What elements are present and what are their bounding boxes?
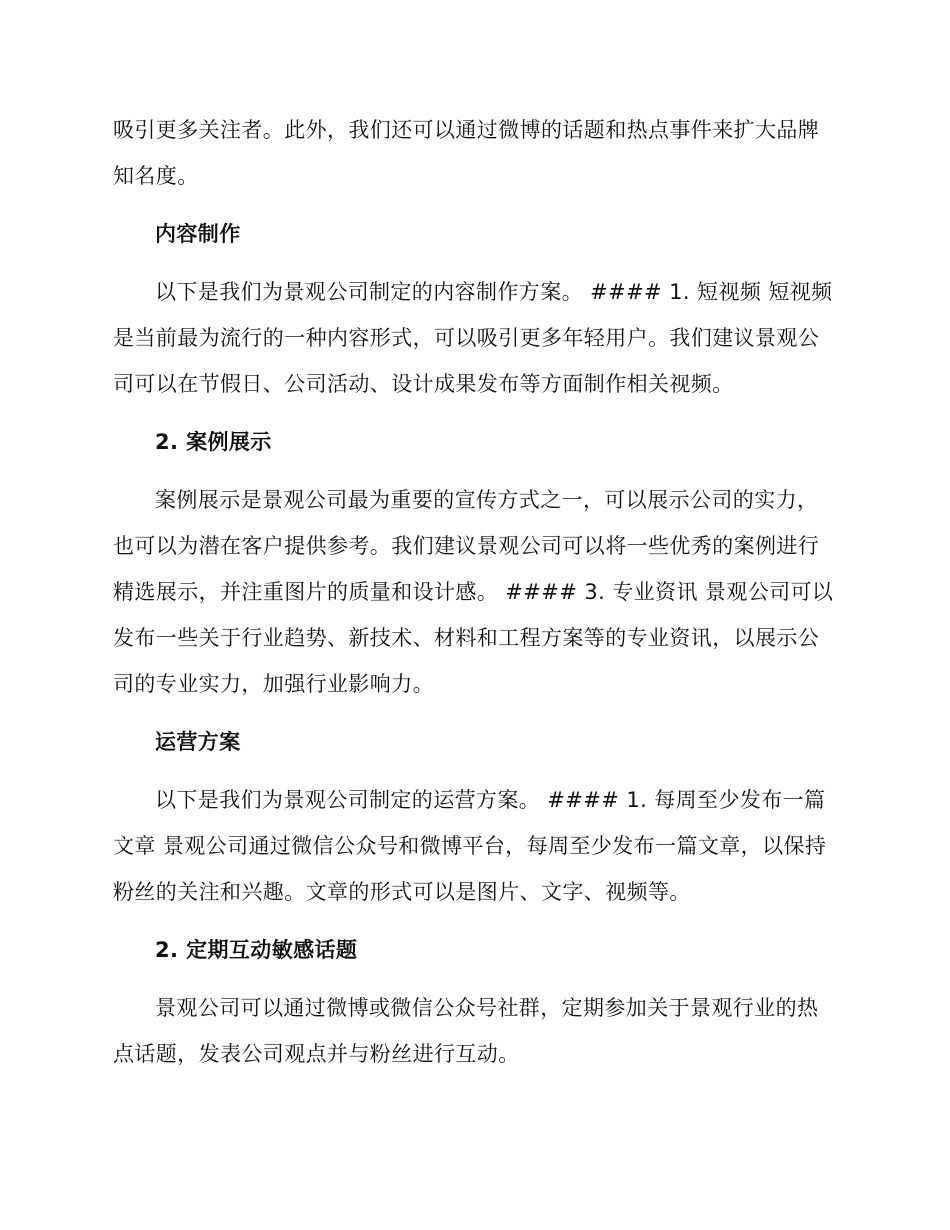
- paragraph-content-production: 以下是我们为景观公司制定的内容制作方案。 #### 1. 短视频 短视频是当前最为流行的一种内容形式，可以吸引更多年轻用户。我们建议景观公司可以在节假日、公司活动、设计成果发布等方面制作相关视频。: [113, 280, 833, 396]
- paragraph-regular-interaction: 景观公司可以通过微博或微信公众号社群，定期参加关于景观行业的热点话题，发表公司观点并与粉丝进行互动。: [113, 996, 819, 1066]
- heading-operation-plan: 运营方案: [155, 730, 241, 754]
- heading-regular-interaction: 2. 定期互动敏感话题: [155, 938, 358, 962]
- heading-case-showcase: 2. 案例展示: [155, 430, 272, 454]
- paragraph-case-showcase: 案例展示是景观公司最为重要的宣传方式之一，可以展示公司的实力，也可以为潜在客户提供参考。我们建议景观公司可以将一些优秀的案例进行精选展示，并注重图片的质量和设计感。 #### 3. 专业资讯 景观公司可以发布一些关于行业趋势、新技术、材料和工程方案等的专业资讯，以展示公司的专业实力，加强行业影响力。: [113, 488, 834, 696]
- heading-content-production: 内容制作: [155, 222, 241, 246]
- document-page: [113, 107, 838, 1089]
- paragraph-operation-plan: 以下是我们为景观公司制定的运营方案。 #### 1. 每周至少发布一篇文章 景观公司通过微信公众号和微博平台，每周至少发布一篇文章，以保持粉丝的关注和兴趣。文章的形式可以是图片、文字、视频等。: [113, 788, 827, 904]
- paragraph-intro-continued: 吸引更多关注者。此外，我们还可以通过微博的话题和热点事件来扩大品牌知名度。: [113, 118, 820, 188]
